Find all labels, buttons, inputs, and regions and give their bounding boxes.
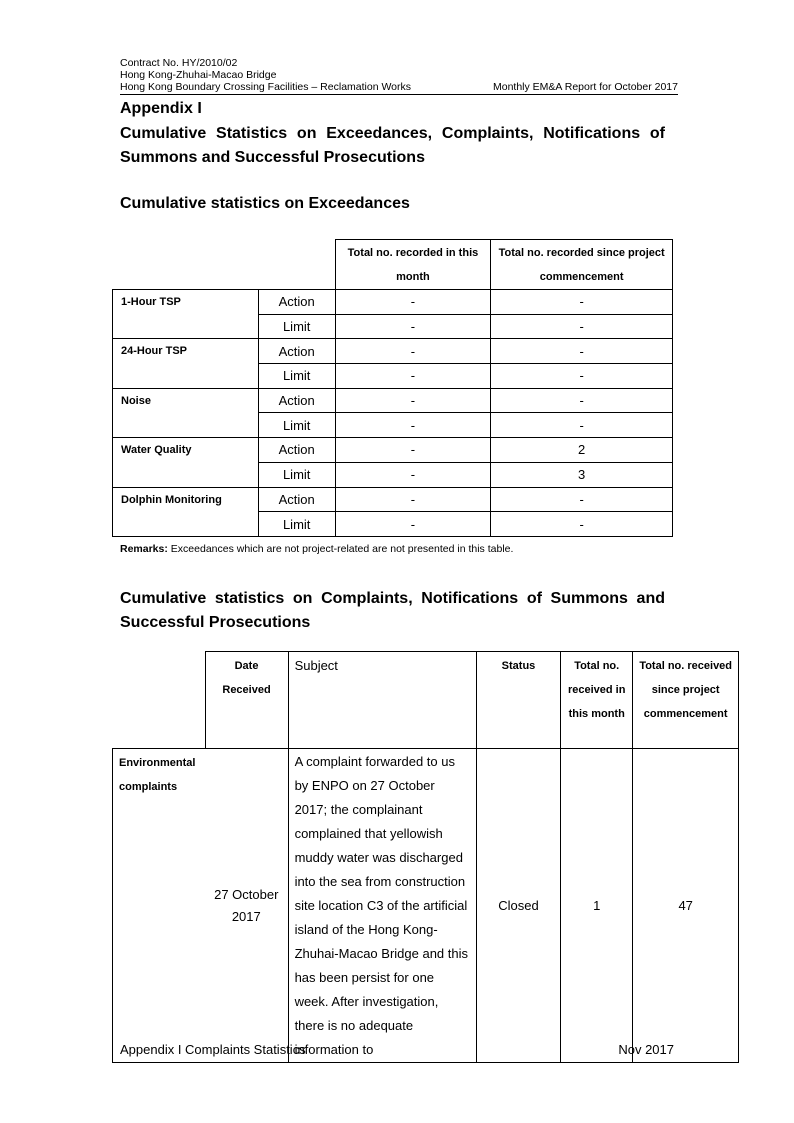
report-name: Monthly EM&A Report for October 2017 (492, 81, 678, 93)
appendix-title: Appendix I (120, 100, 202, 117)
table-row (113, 388, 673, 413)
total-value: - (491, 413, 673, 438)
col-subject-header: Subject (288, 652, 476, 749)
month-value: - (335, 512, 491, 537)
parameter-cell: Dolphin Monitoring (113, 487, 259, 536)
total-value: - (491, 314, 673, 339)
page-header (120, 57, 678, 95)
contract-number: Contract No. HY/2010/02 (120, 57, 238, 69)
total-value: - (491, 487, 673, 512)
level-cell: Action (258, 339, 335, 364)
month-value: - (335, 438, 491, 463)
level-cell: Action (258, 438, 335, 463)
subject-cell: A complaint forwarded to us by ENPO on 27 October 2017; the complainant complained that yellowish muddy water was discharged into the sea from construction site location C3 of the artificial island of the Hong Kong-Zhuhai-Macao Bridge and this has been persist for one week. After investigation, there is no adequate information to (288, 749, 476, 1063)
col-total-header: Total no. received since project commencement (633, 652, 739, 749)
page-footer (120, 1042, 674, 1057)
main-title: Cumulative Statistics on Exceedances, Complaints, Notifications of Summons and Successful Prosecutions (120, 125, 665, 166)
blank-cell (113, 240, 336, 290)
table-row (113, 290, 673, 315)
remarks-label: Remarks: (120, 543, 168, 555)
complaints-table (112, 651, 739, 1063)
blank-cell (113, 652, 206, 749)
month-value: - (335, 339, 491, 364)
level-cell: Limit (258, 314, 335, 339)
total-count-cell: 47 (633, 749, 739, 1063)
remarks (120, 543, 513, 555)
footer-date: Nov 2017 (618, 1042, 674, 1057)
col-month-header: Total no. received in this month (561, 652, 633, 749)
parameter-cell: 1-Hour TSP (113, 290, 259, 339)
header-rule (120, 81, 678, 95)
table-header-row (113, 652, 739, 749)
level-cell: Action (258, 487, 335, 512)
exceedances-table (112, 239, 673, 537)
total-value: - (491, 339, 673, 364)
month-value: - (335, 314, 491, 339)
category-cell: Environmental complaints (113, 749, 206, 1063)
level-cell: Limit (258, 413, 335, 438)
status-cell: Closed (476, 749, 560, 1063)
col-date-header: Date Received (205, 652, 288, 749)
works-name: Hong Kong Boundary Crossing Facilities – Reclamation Works (120, 81, 412, 93)
total-value: 3 (491, 462, 673, 487)
complaints-heading: Cumulative statistics on Complaints, Notifications of Summons and Successful Prosecutions (120, 590, 665, 631)
level-cell: Limit (258, 462, 335, 487)
level-cell: Limit (258, 512, 335, 537)
table-row (113, 749, 739, 1063)
col-total-header: Total no. recorded since project commencement (491, 240, 673, 290)
month-value: - (335, 487, 491, 512)
level-cell: Limit (258, 364, 335, 389)
col-month-header: Total no. recorded in this month (335, 240, 491, 290)
total-value: - (491, 364, 673, 389)
level-cell: Action (258, 290, 335, 315)
month-value: - (335, 388, 491, 413)
parameter-cell: 24-Hour TSP (113, 339, 259, 388)
project-name: Hong Kong-Zhuhai-Macao Bridge (120, 69, 277, 81)
total-value: - (491, 290, 673, 315)
table-row (113, 339, 673, 364)
remarks-text: Exceedances which are not project-related are not presented in this table. (167, 543, 514, 555)
table-row (113, 487, 673, 512)
col-status-header: Status (476, 652, 560, 749)
footer-left: Appendix I Complaints Statistics (120, 1042, 306, 1057)
total-value: - (491, 388, 673, 413)
month-value: - (335, 290, 491, 315)
table-row (113, 438, 673, 463)
level-cell: Action (258, 388, 335, 413)
parameter-cell: Water Quality (113, 438, 259, 487)
exceedances-heading: Cumulative statistics on Exceedances (120, 195, 410, 212)
month-value: - (335, 462, 491, 487)
date-cell: 27 October 2017 (205, 749, 288, 1063)
total-value: - (491, 512, 673, 537)
month-count-cell: 1 (561, 749, 633, 1063)
month-value: - (335, 413, 491, 438)
month-value: - (335, 364, 491, 389)
table-header-row (113, 240, 673, 290)
parameter-cell: Noise (113, 388, 259, 437)
total-value: 2 (491, 438, 673, 463)
